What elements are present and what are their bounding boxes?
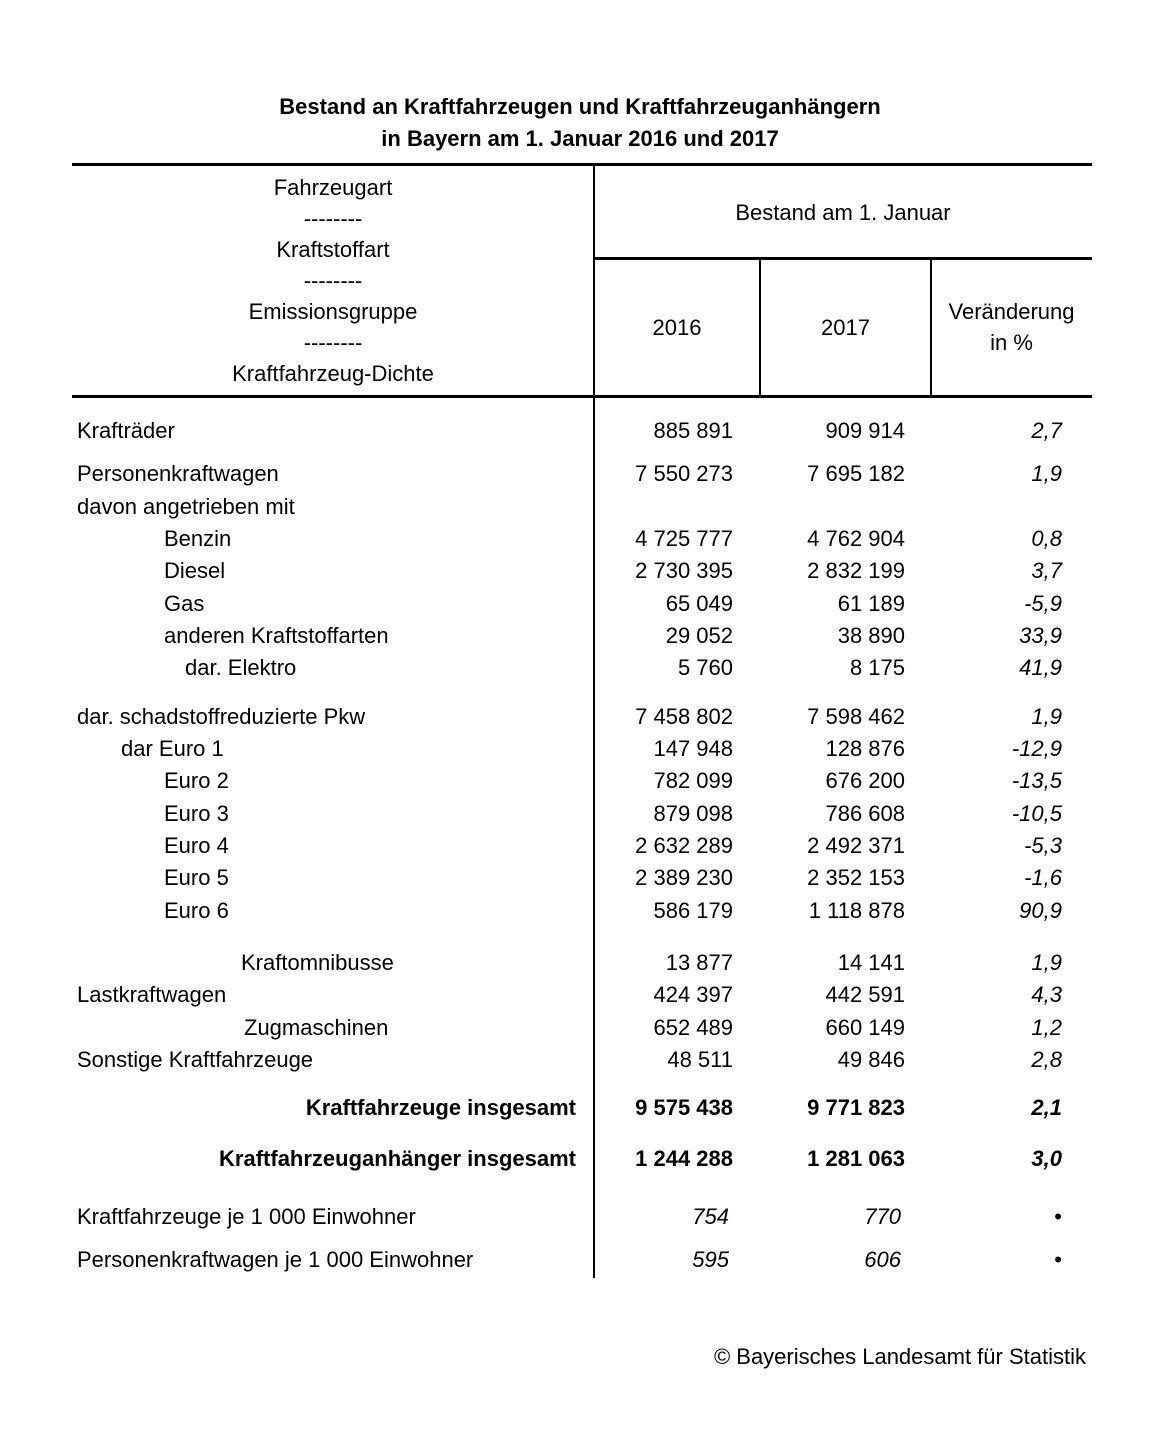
value-2017: 7 598 462 [807, 704, 905, 729]
row-label: Zugmaschinen [244, 1015, 389, 1040]
col-header-change-line1: Veränderung [948, 299, 1075, 324]
value-2017: 442 591 [825, 982, 905, 1007]
col-header-change [931, 296, 1092, 358]
value-change: 41,9 [1019, 655, 1062, 680]
value-2016: 65 049 [665, 591, 733, 616]
table-row-euro5 [0, 865, 1176, 897]
row-label: Kraftfahrzeuge insgesamt [305, 1095, 576, 1120]
row-label: Sonstige Kraftfahrzeuge [77, 1047, 314, 1072]
row-label: Euro 4 [164, 833, 229, 858]
row-label: anderen Kraftstoffarten [164, 623, 389, 648]
value-2017: 14 141 [837, 950, 905, 975]
row-label: Diesel [164, 558, 226, 583]
table-row-kraftomnibusse [0, 950, 1176, 982]
value-change: -5,9 [1024, 591, 1062, 616]
value-2017: 770 [864, 1204, 901, 1229]
value-change: -12,9 [1011, 736, 1062, 761]
value-2016: 885 891 [653, 418, 733, 443]
table-row-gas [0, 591, 1176, 623]
group-header-rule [594, 257, 1092, 260]
value-change: 3,0 [1031, 1146, 1062, 1171]
value-2017: 606 [864, 1247, 901, 1272]
row-label: dar Euro 1 [121, 736, 224, 761]
value-2016: 1 244 288 [635, 1146, 733, 1171]
value-change: 0,8 [1031, 526, 1062, 551]
table-row-euro6 [0, 898, 1176, 930]
table-row-euro2 [0, 768, 1176, 800]
value-2016: 29 052 [665, 623, 733, 648]
row-label: davon angetrieben mit [77, 494, 295, 519]
stub-header-fahrzeugart: Fahrzeugart [273, 175, 393, 200]
value-change: 2,1 [1031, 1095, 1062, 1120]
table-row-diesel [0, 558, 1176, 590]
value-2016: 147 948 [653, 736, 733, 761]
value-2017: 2 352 153 [807, 865, 905, 890]
value-2017: 2 492 371 [807, 833, 905, 858]
value-2017: 1 281 063 [807, 1146, 905, 1171]
value-2017: 128 876 [825, 736, 905, 761]
table-row-zugmaschinen [0, 1015, 1176, 1047]
table-row-lastkraftwagen [0, 982, 1176, 1014]
copyright-footer: © Bayerisches Landesamt für Statistik [713, 1344, 1086, 1369]
table-row-benzin [0, 526, 1176, 558]
value-change: -5,3 [1024, 833, 1062, 858]
value-change: 1,9 [1031, 461, 1062, 486]
row-label: Kraftomnibusse [241, 950, 394, 975]
value-2017: 38 890 [837, 623, 905, 648]
col-header-2016: 2016 [652, 315, 702, 340]
value-2017: 909 914 [825, 418, 905, 443]
row-label: Personenkraftwagen [77, 461, 279, 486]
value-2016: 48 511 [667, 1047, 733, 1072]
value-2017: 676 200 [825, 768, 905, 793]
top-rule [72, 163, 1092, 166]
value-2016: 595 [692, 1247, 729, 1272]
value-2016: 424 397 [653, 982, 733, 1007]
row-label: Euro 6 [164, 898, 229, 923]
group-header: Bestand am 1. Januar [735, 200, 951, 225]
value-2016: 7 550 273 [635, 461, 733, 486]
stub-header-separator: -------- [303, 268, 363, 293]
value-2016: 2 730 395 [635, 558, 733, 583]
table-row-euro4 [0, 833, 1176, 865]
value-2017: 61 189 [837, 591, 905, 616]
value-change: -13,5 [1011, 768, 1062, 793]
value-2017: 660 149 [825, 1015, 905, 1040]
table-row-schadstoffreduziert [0, 704, 1176, 736]
stub-header-dichte: Kraftfahrzeug-Dichte [232, 361, 434, 386]
value-change: 2,7 [1031, 418, 1062, 443]
table-title-line-1: Bestand an Kraftfahrzeugen und Kraftfahrzeuganhängern [279, 94, 881, 119]
table-row-euro1 [0, 736, 1176, 768]
value-change: 1,9 [1031, 704, 1062, 729]
table-row-pkw [0, 461, 1176, 493]
value-change: 33,9 [1019, 623, 1062, 648]
table-row-andere [0, 623, 1176, 655]
header-bottom-rule [72, 395, 1092, 398]
row-label: Kraftfahrzeuganhänger insgesamt [219, 1146, 576, 1171]
row-label: Lastkraftwagen [77, 982, 227, 1007]
value-change-not-applicable: • [1054, 1247, 1062, 1272]
value-2017: 9 771 823 [807, 1095, 905, 1120]
value-2016: 2 632 289 [635, 833, 733, 858]
table-row-sonstige [0, 1047, 1176, 1079]
table-title-line-2: in Bayern am 1. Januar 2016 und 2017 [381, 126, 779, 151]
value-2016: 586 179 [653, 898, 733, 923]
value-change: -10,5 [1011, 801, 1062, 826]
value-2017: 8 175 [849, 655, 905, 680]
value-change: 2,8 [1031, 1047, 1062, 1072]
row-label: Personenkraftwagen je 1 000 Einwohner [77, 1247, 474, 1272]
value-2017: 4 762 904 [807, 526, 905, 551]
value-change: 1,9 [1031, 950, 1062, 975]
value-2017: 786 608 [825, 801, 905, 826]
table-row-kfz-insgesamt [0, 1095, 1176, 1127]
value-2016: 4 725 777 [635, 526, 733, 551]
row-label: Benzin [164, 526, 232, 551]
value-2016: 9 575 438 [635, 1095, 733, 1120]
value-change: 3,7 [1031, 558, 1062, 583]
row-label: Krafträder [77, 418, 175, 443]
table-row-euro3 [0, 801, 1176, 833]
value-2016: 7 458 802 [635, 704, 733, 729]
value-2016: 2 389 230 [635, 865, 733, 890]
col-header-change-line2: in % [990, 330, 1033, 355]
table-row-elektro [0, 655, 1176, 687]
table-row-kfz-dichte [0, 1204, 1176, 1236]
table-row-davon [0, 494, 1176, 526]
value-2016: 754 [692, 1204, 729, 1229]
stub-header-emissionsgruppe: Emissionsgruppe [248, 299, 418, 324]
table-row-anhaenger-insgesamt [0, 1146, 1176, 1178]
row-label: Euro 2 [164, 768, 229, 793]
row-label: Kraftfahrzeuge je 1 000 Einwohner [77, 1204, 416, 1229]
value-2017: 1 118 878 [808, 898, 905, 923]
value-2017: 49 846 [837, 1047, 905, 1072]
table-row-pkw-dichte [0, 1247, 1176, 1279]
value-2017: 2 832 199 [807, 558, 905, 583]
row-label: Euro 5 [164, 865, 229, 890]
value-2016: 782 099 [653, 768, 733, 793]
row-label: dar. Elektro [185, 655, 297, 680]
stub-header-kraftstoffart: Kraftstoffart [276, 237, 390, 262]
value-change: 4,3 [1031, 982, 1062, 1007]
value-change-not-applicable: • [1054, 1204, 1062, 1229]
table-row-kraftraeder [0, 418, 1176, 450]
stub-header-separator: -------- [303, 330, 363, 355]
value-2016: 13 877 [665, 950, 733, 975]
value-2016: 652 489 [653, 1015, 733, 1040]
value-change: 90,9 [1019, 898, 1062, 923]
row-label: Gas [164, 591, 205, 616]
stub-header [72, 172, 594, 389]
value-change: 1,2 [1031, 1015, 1062, 1040]
row-label: Euro 3 [164, 801, 229, 826]
value-2016: 5 760 [677, 655, 733, 680]
col-header-2017: 2017 [821, 315, 870, 340]
value-2016: 879 098 [653, 801, 733, 826]
value-2017: 7 695 182 [807, 461, 905, 486]
value-change: -1,6 [1024, 865, 1062, 890]
row-label: dar. schadstoffreduzierte Pkw [77, 704, 366, 729]
stub-header-separator: -------- [303, 206, 363, 231]
